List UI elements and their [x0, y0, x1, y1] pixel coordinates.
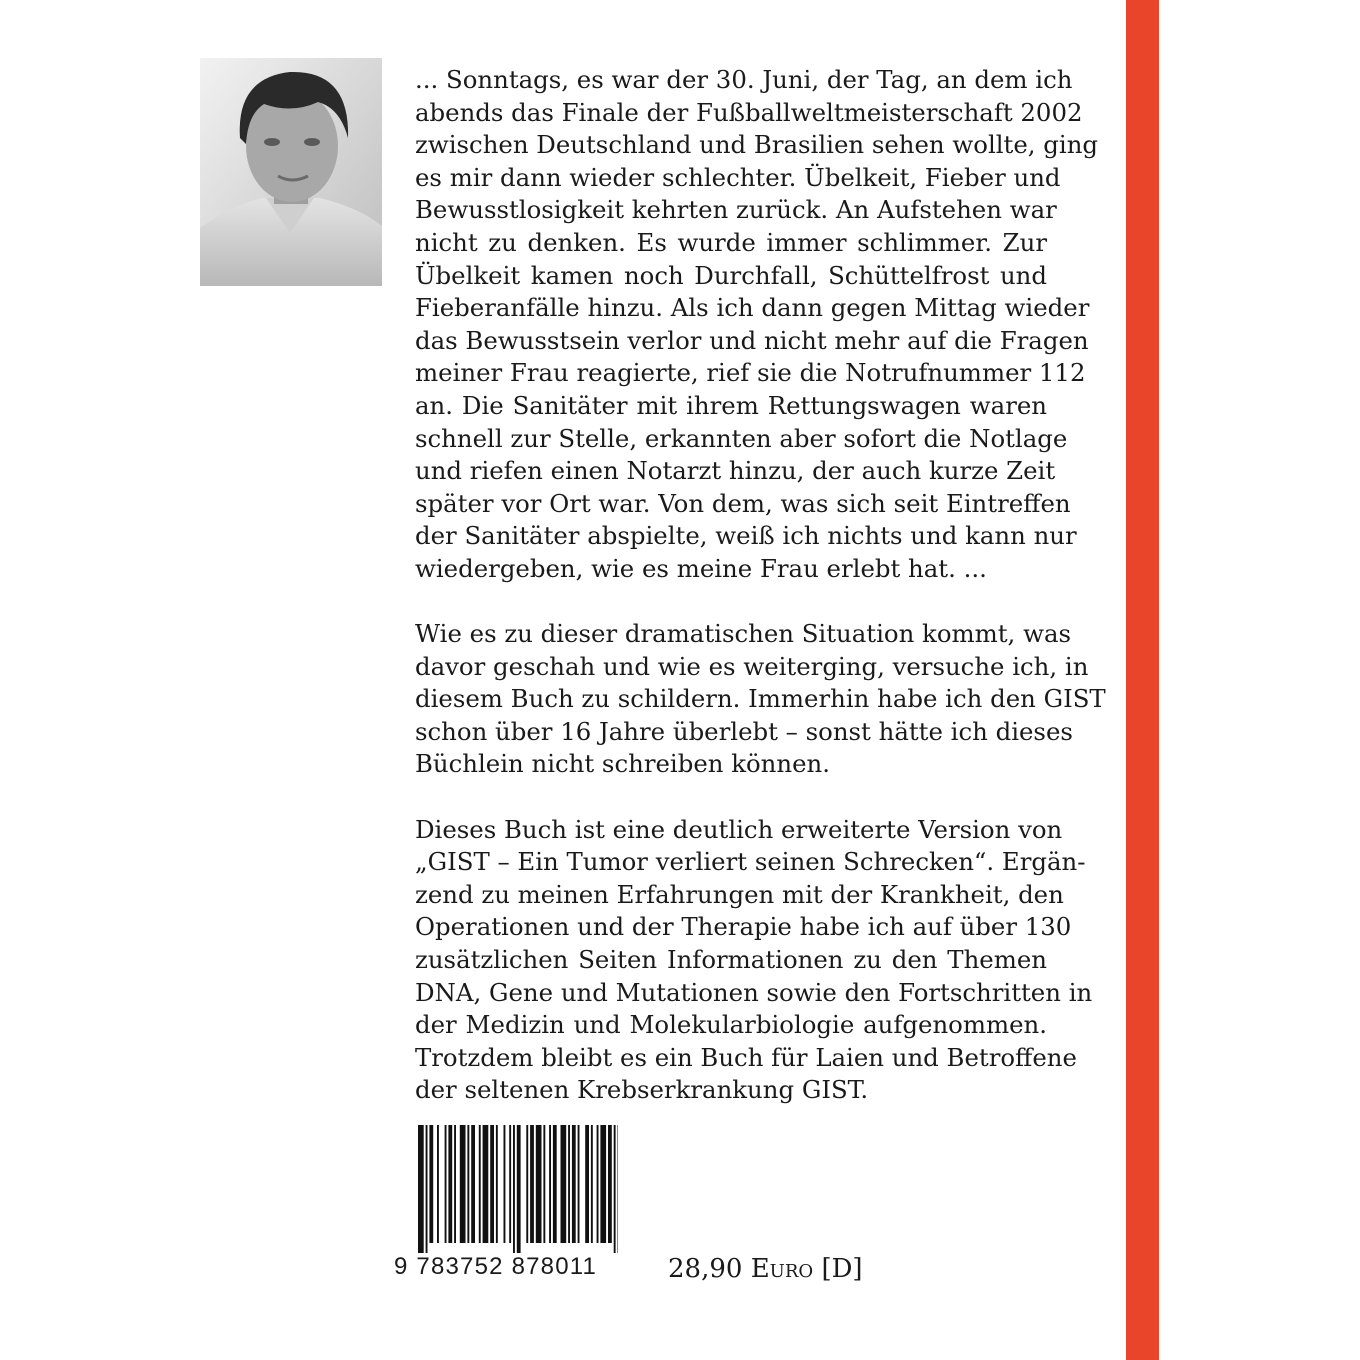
author-photo [200, 58, 382, 286]
text-line: der Medizin und Molekularbiologie aufgenommen. [415, 1010, 1047, 1040]
barcode-bar [614, 1125, 616, 1253]
red-spine-stripe [1126, 0, 1159, 1360]
barcode-bar [448, 1125, 452, 1243]
barcode-bar [437, 1125, 439, 1243]
barcode-bar [536, 1125, 542, 1243]
text-line: meiner Frau reagierte, rief sie die Notrufnummer 112 [415, 358, 1086, 388]
text-line: nicht zu denken. Es wurde immer schlimmer. Zur [415, 227, 1047, 257]
barcode-bar [526, 1125, 528, 1243]
text-line: abends das Finale der Fußballweltmeisterschaft 2002 [415, 97, 1083, 127]
price-label [668, 1254, 863, 1284]
barcode-bar [509, 1125, 511, 1243]
barcode-bar [572, 1125, 576, 1243]
text-line: später vor Ort war. Von dem, was sich seit Eintreffen [415, 488, 1071, 518]
paragraph-context [415, 618, 1106, 781]
barcode-bar [585, 1125, 589, 1243]
barcode-bar [543, 1125, 545, 1243]
text-line: wiedergeben, wie es meine Frau erlebt hat. ... [415, 553, 987, 583]
barcode-bar [483, 1125, 489, 1243]
text-line: Dieses Buch ist eine deutlich erweiterte Version von [415, 814, 1063, 844]
text-line: davor geschah und wie es weiterging, versuche ich, in [415, 651, 1089, 681]
text-line: diesem Buch zu schildern. Immerhin habe ich den GIST [415, 684, 1106, 714]
barcode-bar [517, 1125, 521, 1253]
barcode-bar [591, 1125, 593, 1243]
barcode-bar [496, 1125, 498, 1243]
text-line: der Sanitäter abspielte, weiß ich nichts und kann nur [415, 521, 1077, 551]
text-line: Übelkeit kamen noch Durchfall, Schüttelfrost und [415, 260, 1047, 290]
text-line: DNA, Gene und Mutationen sowie den Fortschritten in [415, 977, 1093, 1007]
text-line: zend zu meinen Erfahrungen mit der Krankheit, den [415, 879, 1064, 909]
text-line: das Bewusstsein verlor und nicht mehr auf die Fragen [415, 325, 1089, 355]
text-line: zwischen Deutschland und Brasilien sehen wollte, ging [415, 130, 1099, 160]
text-line: der seltenen Krebserkrankung GIST. [415, 1075, 869, 1105]
price-amount: 28,90 [668, 1254, 743, 1284]
barcode-bar [479, 1125, 481, 1243]
barcode-bar [530, 1125, 534, 1243]
text-line: an. Die Sanitäter mit ihrem Rettungswagen waren [415, 390, 1047, 420]
paragraph-excerpt [415, 64, 1099, 586]
barcode-bar [454, 1125, 456, 1243]
text-line: Fieberanfälle hinzu. Als ich dann gegen Mittag wieder [415, 293, 1090, 323]
text-line: „GIST – Ein Tumor verliert seinen Schrecken“. Ergän- [415, 847, 1086, 877]
text-line: schon über 16 Jahre überlebt – sonst hätte ich dieses [415, 716, 1073, 746]
text-line: zusätzlichen Seiten Informationen zu den Themen [415, 945, 1047, 975]
barcode-bar [608, 1125, 612, 1243]
text-line: und riefen einen Notarzt hinzu, der auch kurze Zeit [415, 456, 1056, 486]
text-line: Büchlein nicht schreiben können. [415, 749, 830, 779]
paragraph-book-info [415, 814, 1093, 1107]
barcode-bar [426, 1125, 428, 1253]
text-line: Bewusstlosigkeit kehrten zurück. An Aufstehen war [415, 195, 1057, 225]
barcode-bar [561, 1125, 567, 1243]
barcode-bar [513, 1125, 515, 1253]
barcode-bar [600, 1125, 606, 1243]
barcode-bar [467, 1125, 469, 1243]
price-currency: Euro [750, 1254, 814, 1284]
barcode-bar [549, 1125, 551, 1243]
text-line: Wie es zu dieser dramatischen Situation kommt, was [415, 619, 1071, 649]
barcode-bar [460, 1125, 466, 1243]
barcode-bar [618, 1125, 619, 1253]
barcode-bar [490, 1125, 494, 1243]
barcode-bar [568, 1125, 570, 1243]
barcode-bar [429, 1125, 433, 1243]
barcode-bar [504, 1125, 506, 1243]
barcode-bar [578, 1125, 580, 1243]
barcode-bar [597, 1125, 599, 1243]
text-line: Trotzdem bleibt es ein Buch für Laien und Betroffene [415, 1042, 1077, 1072]
isbn-digits: 9 783752 878011 [394, 1253, 598, 1280]
barcode-bar [553, 1125, 557, 1243]
blurb-text [415, 64, 1106, 1107]
barcode-bar [471, 1125, 475, 1243]
barcode-bar [445, 1125, 447, 1243]
text-line: ... Sonntags, es war der 30. Juni, der Tag, an dem ich [415, 65, 1073, 94]
text-line: Operationen und der Therapie habe ich auf über 130 [415, 912, 1072, 942]
text-line: es mir dann wieder schlechter. Übelkeit, Fieber und [415, 162, 1061, 192]
barcode-bar [418, 1125, 424, 1253]
price-region: [D] [821, 1254, 863, 1284]
text-line: schnell zur Stelle, erkannten aber sofort die Notlage [415, 423, 1068, 453]
